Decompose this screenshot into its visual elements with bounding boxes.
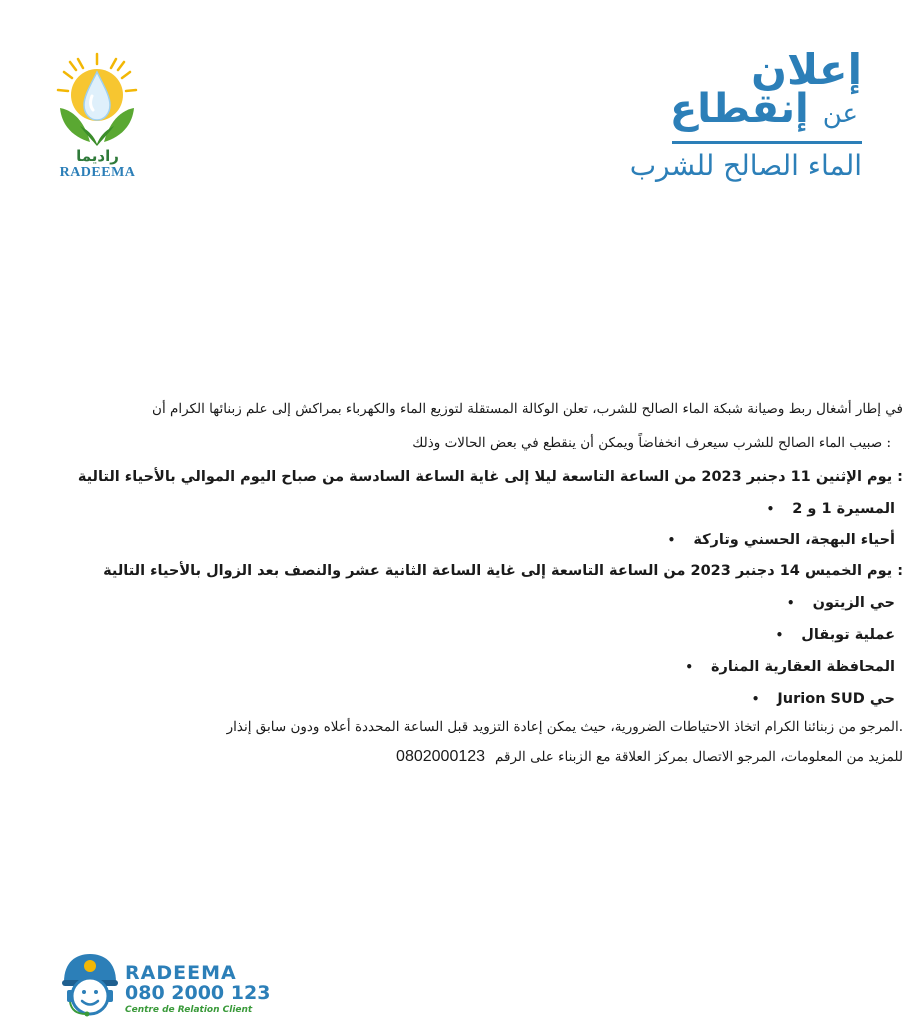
list-item xyxy=(40,656,903,678)
title-divider xyxy=(672,141,862,144)
announcement-title xyxy=(602,45,862,182)
mascot-icon xyxy=(58,948,122,1020)
intro-line-2: : صبيب الماء الصالح للشرب سيعرف انخفاضاً ويمكن أن ينقطع في بعض الحالات وذلك xyxy=(412,435,891,451)
logo-arabic-text: راديما xyxy=(76,147,119,165)
district-name: عملية توبقال xyxy=(801,627,895,643)
closing-line-2 xyxy=(40,746,903,768)
title-interruption xyxy=(602,88,862,135)
title-about: عن xyxy=(822,99,858,129)
title-interruption-word: إنقطاع xyxy=(669,86,809,132)
footer-phone: 080 2000 123 xyxy=(125,982,271,1004)
logo-latin-text: RADEEMA xyxy=(59,165,136,180)
district-name: أحياء البهجة، الحسني وتاركة xyxy=(693,532,895,548)
day2-heading: : يوم الخميس 14 دجنبر 2023 من الساعة التاسعة إلى غاية الساعة الثانية عشر والنصف بعد الزوال بالأحياء التالية xyxy=(103,563,903,579)
footer-brand: RADEEMA xyxy=(125,962,237,984)
bullet-icon: • xyxy=(667,533,676,547)
closing-text: للمزيد من المعلومات، المرجو الاتصال بمركز العلاقة مع الزبناء على الرقم xyxy=(495,749,903,765)
district-name: المسيرة 1 و 2 xyxy=(792,501,895,517)
bullet-icon: • xyxy=(766,502,775,516)
phone-number: 0802000123 xyxy=(396,748,486,765)
intro-line-1: في إطار أشغال ربط وصيانة شبكة الماء الصالح للشرب، تعلن الوكالة المستقلة لتوزيع الماء والكهرباء بمراكش إلى علم زبنائها الكرام أن xyxy=(152,401,903,417)
footer-subtitle: Centre de Relation Client xyxy=(125,1005,253,1015)
bullet-icon: • xyxy=(786,596,795,610)
closing-line-1: .المرجو من زبنائنا الكرام اتخاذ الاحتياطات الضرورية، حيث يمكن إعادة التزويد قبل الساعة المحددة أعلاه ودون سابق إنذار xyxy=(226,719,903,735)
bullet-icon: • xyxy=(685,660,693,674)
bullet-icon: • xyxy=(751,692,760,706)
bullet-icon: • xyxy=(775,628,784,642)
title-announcement: إعلان xyxy=(751,45,862,94)
radeema-logo xyxy=(50,50,145,185)
list-item xyxy=(40,688,903,710)
list-item xyxy=(40,498,903,520)
list-item xyxy=(40,592,903,614)
customer-center-logo xyxy=(58,948,278,1020)
title-drinking-water: الماء الصالح للشرب xyxy=(629,149,862,182)
list-item xyxy=(40,624,903,646)
district-name: حي Jurion SUD xyxy=(777,691,895,707)
district-name: حي الزيتون xyxy=(812,595,895,611)
announcement-body xyxy=(40,398,903,768)
district-name: المحافظة العقارية المنارة xyxy=(710,659,895,675)
list-item xyxy=(40,529,903,551)
sun-water-drop-icon xyxy=(50,50,145,150)
day1-heading: : يوم الإثنين 11 دجنبر 2023 من الساعة التاسعة ليلا إلى غاية الساعة السادسة من صباح اليوم الموالي بالأحياء التالية xyxy=(77,469,903,485)
